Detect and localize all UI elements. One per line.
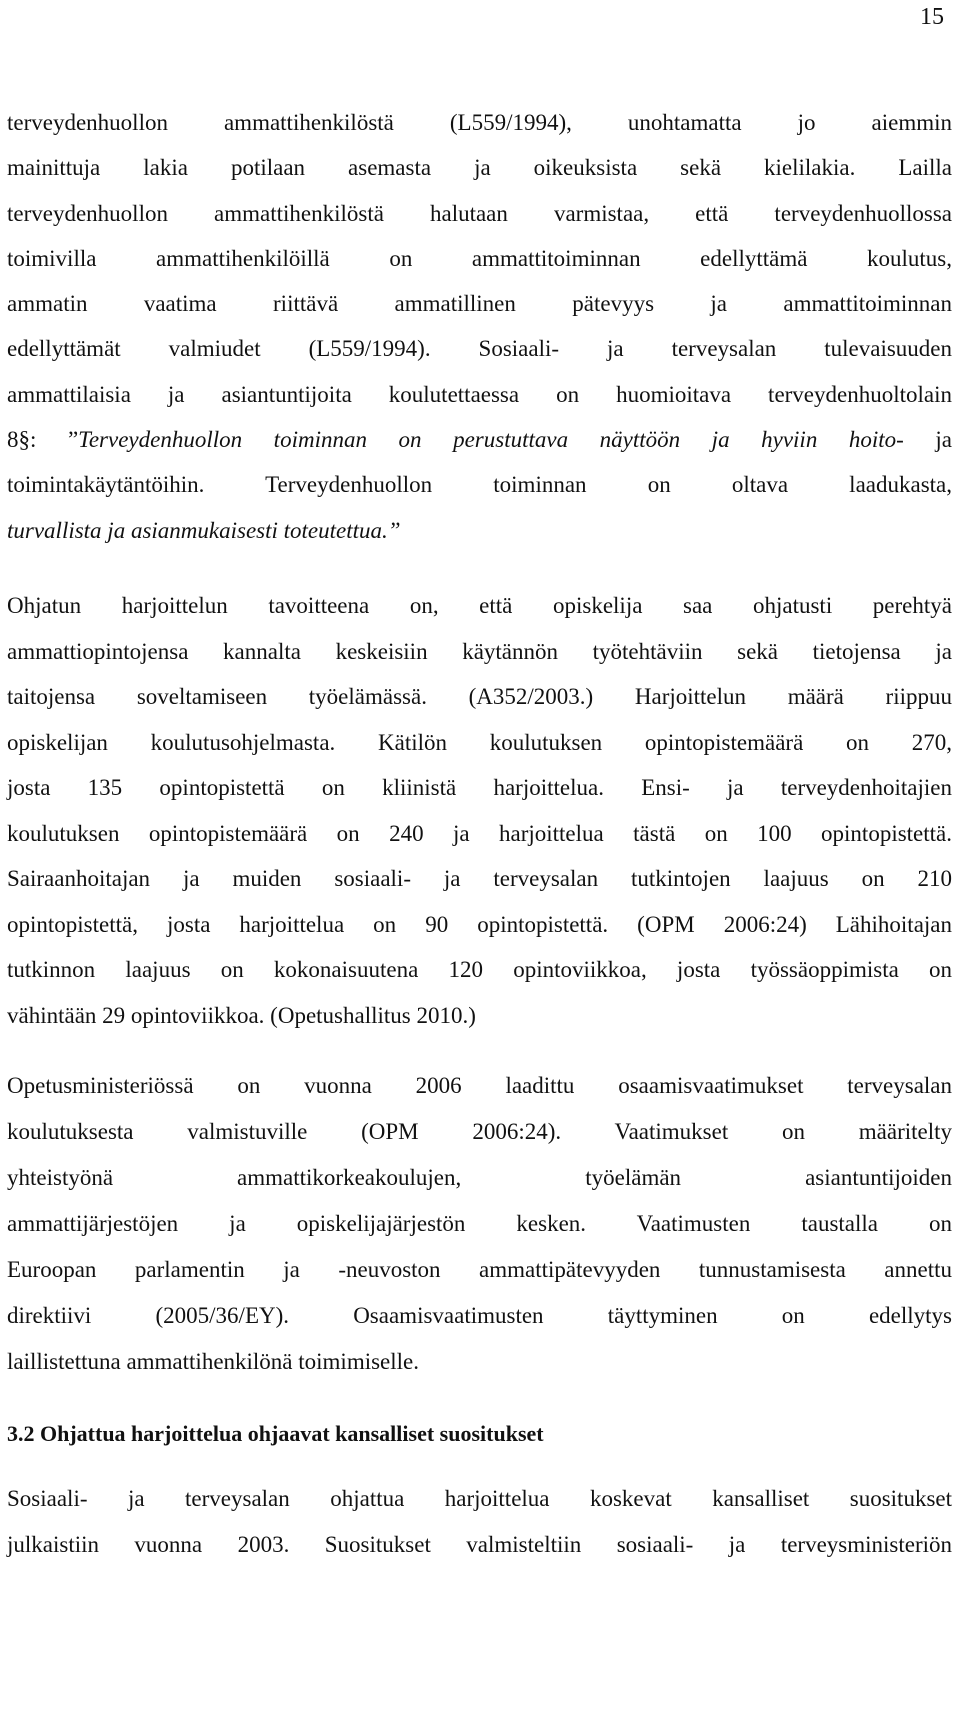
paragraph-health-care-law bbox=[7, 100, 952, 553]
paragraph-competence-requirements bbox=[7, 1063, 952, 1385]
text-line: laillistettuna ammattihenkilönä toimimiselle. bbox=[7, 1349, 420, 1374]
text-line: terveydenhuollon ammattihenkilöstä (L559/1994), unohtamatta jo aiemmin bbox=[7, 110, 952, 135]
page-number: 15 bbox=[920, 4, 944, 30]
text-line: josta 135 opintopistettä on kliinistä harjoittelua. Ensi- ja terveydenhoitajien bbox=[7, 775, 952, 800]
text-line: terveydenhuollon ammattihenkilöstä halutaan varmistaa, että terveydenhuollossa bbox=[7, 200, 952, 226]
text-line: direktiivi (2005/36/EY). Osaamisvaatimusten täyttyminen on edellytys bbox=[7, 1303, 952, 1328]
text-line: tutkinnon laajuus on kokonaisuutena 120 opintoviikkoa, josta työssäoppimista on bbox=[7, 957, 952, 982]
text-line: toimivilla ammattihenkilöillä on ammattitoiminnan edellyttämä koulutus, bbox=[7, 245, 952, 271]
text-line: opiskelijan koulutusohjelmasta. Kätilön koulutuksen opintopistemäärä on 270, bbox=[7, 729, 952, 755]
text-line-quote-end bbox=[7, 508, 952, 553]
text-line: ammatin vaatima riittävä ammatillinen pätevyys ja ammattitoiminnan bbox=[7, 291, 952, 317]
paragraph-guided-training bbox=[7, 583, 952, 1038]
text-line: mainittuja lakia potilaan asemasta ja oikeuksista sekä kielilakia. Lailla bbox=[7, 155, 952, 181]
section-reference: 8§: ” bbox=[7, 427, 79, 453]
text-line: Sosiaali- ja terveysalan ohjattua harjoittelua koskevat kansalliset suositukset bbox=[7, 1486, 952, 1511]
quote-text: Terveydenhuollon toiminnan on perustuttava näyttöön ja hyviin hoito- bbox=[78, 427, 904, 453]
text-line: opintopistettä, josta harjoittelua on 90 opintopistettä. (OPM 2006:24) Lähihoitajan bbox=[7, 911, 952, 937]
text-line: edellyttämät valmiudet (L559/1994). Sosiaali- ja terveysalan tulevaisuuden bbox=[7, 336, 952, 362]
text-line-quote-start bbox=[7, 417, 952, 462]
text-line: taitojensa soveltamiseen työelämässä. (A352/2003.) Harjoittelun määrä riippuu bbox=[7, 684, 952, 709]
text-line: Sairaanhoitajan ja muiden sosiaali- ja terveysalan tutkintojen laajuus on 210 bbox=[7, 866, 952, 891]
text-line: Opetusministeriössä on vuonna 2006 laadittu osaamisvaatimukset terveysalan bbox=[7, 1073, 952, 1098]
quote-text: turvallista ja asianmukaisesti toteutettua. bbox=[7, 517, 388, 543]
text-line: koulutuksen opintopistemäärä on 240 ja harjoittelua tästä on 100 opintopistettä. bbox=[7, 820, 952, 846]
text-line: Ohjatun harjoittelun tavoitteena on, että opiskelija saa ohjatusti perehtyä bbox=[7, 593, 952, 618]
text-line: vähintään 29 opintoviikkoa. (Opetushallitus 2010.) bbox=[7, 1002, 476, 1028]
quote-suffix: ja bbox=[903, 427, 952, 453]
closing-quote-mark: ” bbox=[387, 517, 401, 543]
text-line: ammattilaisia ja asiantuntijoita koulutettaessa on huomioitava terveydenhuoltolain bbox=[7, 381, 952, 407]
text-line: julkaistiin vuonna 2003. Suositukset valmisteltiin sosiaali- ja terveysministeriön bbox=[7, 1532, 952, 1557]
text-line: toimintakäytäntöihin. Terveydenhuollon toiminnan on oltava laadukasta, bbox=[7, 472, 952, 498]
text-line: Euroopan parlamentin ja -neuvoston ammattipätevyyden tunnustamisesta annettu bbox=[7, 1257, 952, 1282]
paragraph-national-recommendations bbox=[7, 1476, 952, 1568]
text-line: yhteistyönä ammattikorkeakoulujen, työelämän asiantuntijoiden bbox=[7, 1165, 952, 1190]
section-heading: 3.2 Ohjattua harjoittelua ohjaavat kansalliset suositukset bbox=[7, 1421, 544, 1446]
text-line: ammattiopintojensa kannalta keskeisiin käytännön työtehtäviin sekä tietojensa ja bbox=[7, 638, 952, 664]
text-line: koulutuksesta valmistuville (OPM 2006:24). Vaatimukset on määritelty bbox=[7, 1119, 952, 1144]
text-line: ammattijärjestöjen ja opiskelijajärjestön kesken. Vaatimusten taustalla on bbox=[7, 1211, 952, 1236]
